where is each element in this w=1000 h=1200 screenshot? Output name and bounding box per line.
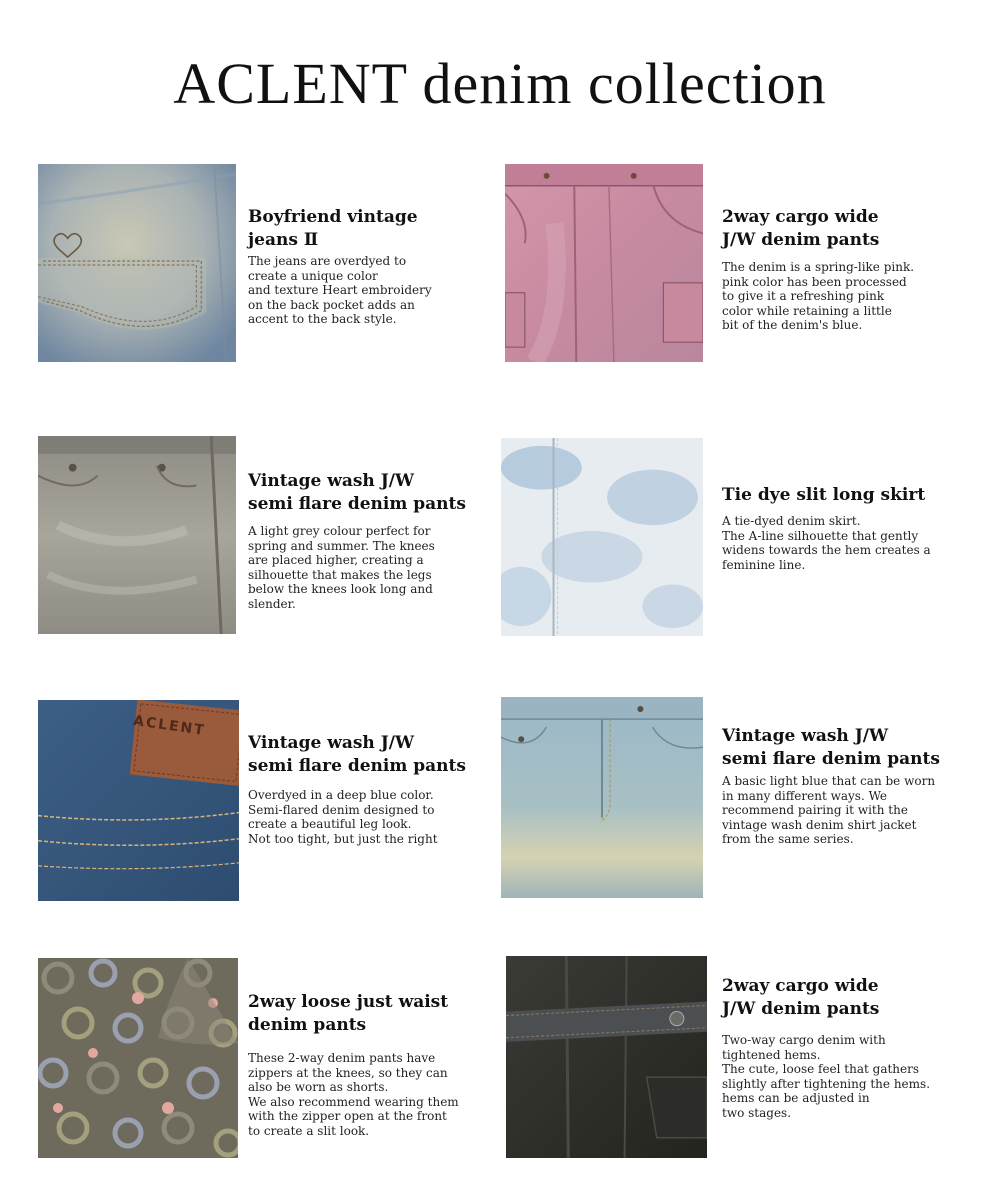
page-title: ACLENT denim collection xyxy=(173,51,827,116)
product-photo[interactable] xyxy=(38,958,238,1158)
product-card-tie-dye-skirt[interactable] xyxy=(501,438,971,638)
product-name: 2way loose just waist denim pants xyxy=(248,992,449,1035)
product-card-boyfriend-vintage-jeans[interactable] xyxy=(38,164,508,364)
product-photo[interactable] xyxy=(38,436,236,634)
product-card-vintage-wash-light-blue[interactable] xyxy=(501,697,971,897)
product-description: The denim is a spring-like pink. pink color has been processed to give it a refreshing pink color while retaining a little bit of the denim's blue. xyxy=(722,260,915,333)
product-name: Vintage wash J/W semi flare denim pants xyxy=(722,726,940,769)
product-card-2way-loose-waist[interactable] xyxy=(38,958,508,1158)
product-name: Boyfriend vintage jeans Ⅱ xyxy=(248,207,418,250)
product-photo[interactable] xyxy=(38,700,239,901)
product-description: Two-way cargo denim with tightened hems. The cute, loose feel that gathers slightly after tightening the hems. hems can be adjusted in two stages. xyxy=(722,1033,931,1120)
product-name: Vintage wash J/W semi flare denim pants xyxy=(248,471,466,514)
product-card-vintage-wash-grey[interactable] xyxy=(38,436,508,636)
product-description: The jeans are overdyed to create a unique color and texture Heart embroidery on the back pocket adds an accent to the back style. xyxy=(248,254,432,327)
leather-patch-label: ACLENT xyxy=(132,713,207,739)
product-name: Tie dye slit long skirt xyxy=(722,485,926,505)
product-photo[interactable] xyxy=(38,164,236,362)
product-description: Overdyed in a deep blue color. Semi-flared denim designed to create a beautiful leg look. Not too tight, but just the right xyxy=(248,788,438,846)
product-card-vintage-wash-deep-blue[interactable] xyxy=(38,700,508,900)
product-name: 2way cargo wide J/W denim pants xyxy=(722,207,880,250)
product-description: A light grey colour perfect for spring and summer. The knees are placed higher, creating a silhouette that makes the legs below the knees look long and slender. xyxy=(248,524,435,611)
product-name: 2way cargo wide J/W denim pants xyxy=(722,976,880,1019)
product-card-2way-cargo-black[interactable] xyxy=(506,956,976,1156)
product-photo[interactable] xyxy=(506,956,707,1158)
product-photo[interactable] xyxy=(501,438,703,636)
product-description: These 2-way denim pants have zippers at the knees, so they can also be worn as shorts. We also recommend wearing them with the zipper open at the front to create a slit look. xyxy=(248,1051,459,1138)
product-description: A tie-dyed denim skirt. The A-line silhouette that gently widens towards the hem creates a feminine line. xyxy=(722,514,931,572)
product-description: A basic light blue that can be worn in many different ways. We recommend pairing it with the vintage wash denim shirt jacket from the same series. xyxy=(722,774,936,847)
product-name: Vintage wash J/W semi flare denim pants xyxy=(248,733,466,776)
product-photo[interactable] xyxy=(505,164,703,362)
product-card-2way-cargo-pink[interactable] xyxy=(505,164,975,364)
product-photo[interactable] xyxy=(501,697,703,898)
